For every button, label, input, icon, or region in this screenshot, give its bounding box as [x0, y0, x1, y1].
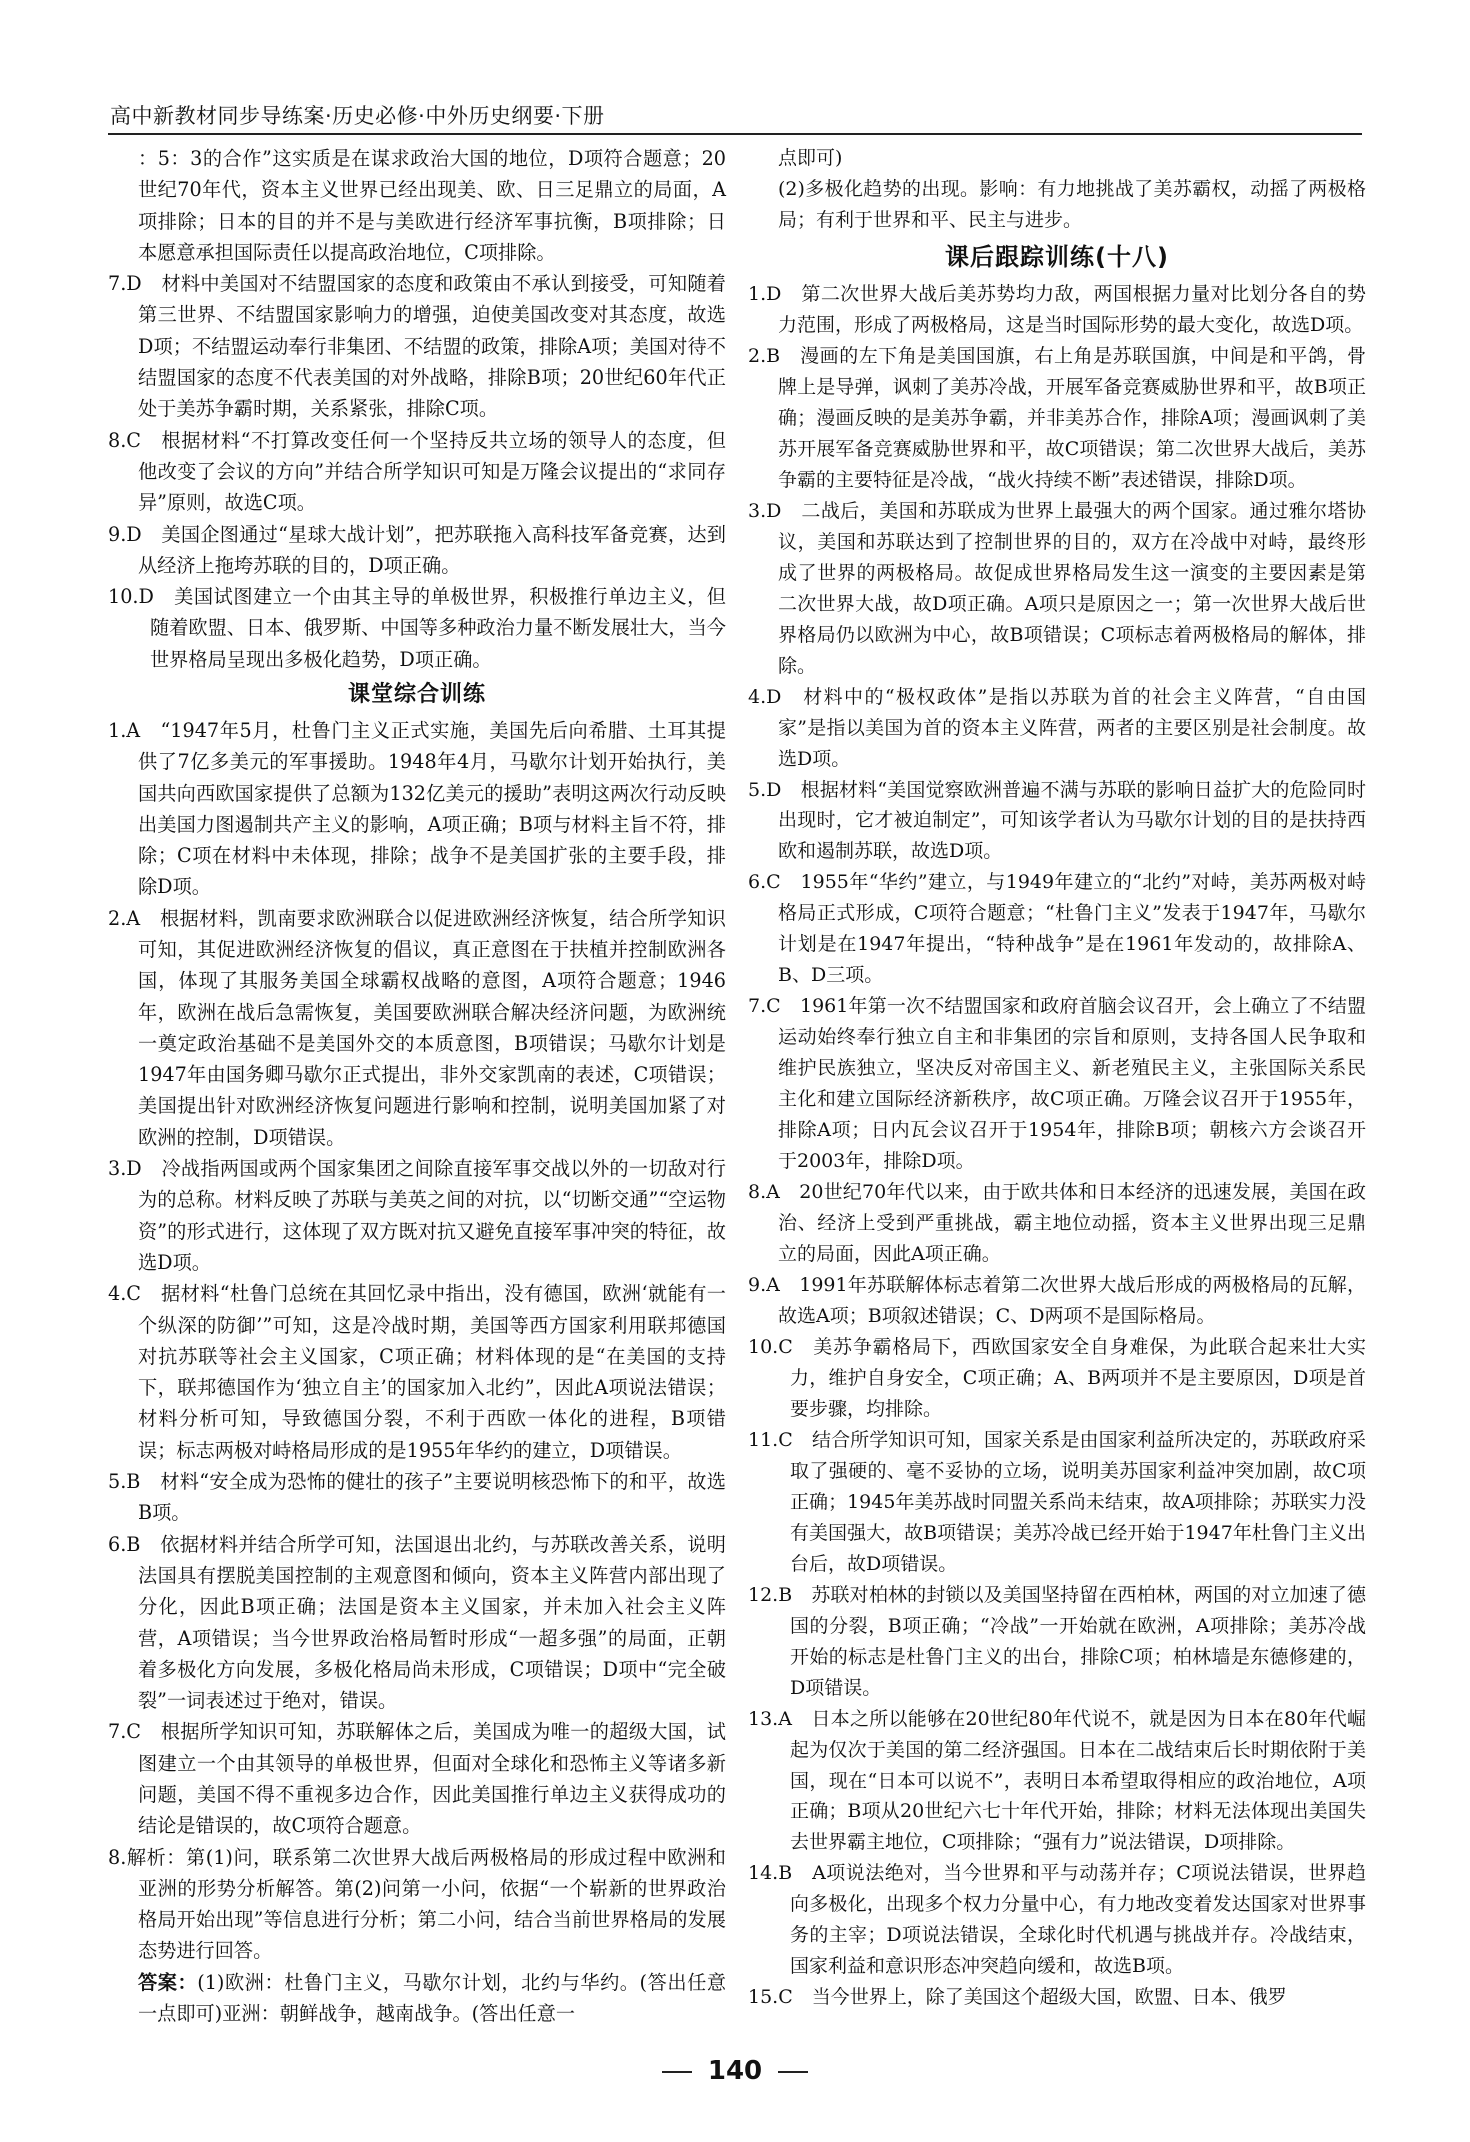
- answer-item: 3.D 冷战指两国或两个国家集团之间除直接军事交战以外的一切敌对行为的总称。材料反映了苏联与美英之间的对抗，以“切断交通”“空运物资”的形式进行，这体现了双方既对抗又避免直接军事冲突的特征，故选D项。: [108, 1157, 726, 1274]
- answer-item: 14.B A项说法绝对，当今世界和平与动荡并存；C项说法错误，世界趋向多极化，出现多个权力分量中心，有力地改变着发达国家对世界事务的主宰；D项说法错误，全球化时代机遇与挑战并存。冷战结束，国家利益和意识形态冲突趋向缓和，故选B项。: [748, 1862, 1366, 1978]
- answer-item: 7.C 1961年第一次不结盟国家和政府首脑会议召开，会上确立了不结盟运动始终奉行独立自主和非集团的宗旨和原则，支持各国人民争取和维护民族独立，坚决反对帝国主义、新老殖民主义，主张国际关系民主化和建立国际经济新秩序，故C项正确。万隆会议召开于1955年，排除A项；日内瓦会议召开于1954年，排除B项；朝核六方会谈召开于2003年，排除D项。: [748, 995, 1366, 1173]
- answer-text: (1)欧洲：杜鲁门主义，马歇尔计划，北约与华约。(答出任意一点即可)亚洲：朝鲜战争，越南战争。(答出任意一: [138, 1970, 727, 2026]
- answer-item: 7.D 材料中美国对不结盟国家的态度和政策由不承认到接受，可知随着第三世界、不结盟国家影响力的增强，迫使美国改变对其态度，故选D项；不结盟运动奉行非集团、不结盟的政策，排除A项；美国对待不结盟国家的态度不代表美国的对外战略，排除B项；20世纪60年代正处于美苏争霸时期，关系紧张，排除C项。: [108, 272, 726, 421]
- left-continuation-paragraph: ：5：3的合作”这实质是在谋求政治大国的地位，D项符合题意；20世纪70年代，资本主义世界已经出现美、欧、日三足鼎立的局面，A项排除；日本的目的并不是与美欧进行经济军事抗衡，B项排除；日本愿意承担国际责任以提高政治地位，C项排除。: [138, 147, 726, 264]
- answer-paragraph: [108, 1967, 726, 2030]
- answer-item: 8.解析：第(1)问，联系第二次世界大战后两极格局的形成过程中欧洲和亚洲的形势分析解答。第(2)问第一小问，依据“一个崭新的世界政治格局开始出现”等信息进行分析；第二小问，结合当前世界格局的发展态势进行回答。: [108, 1845, 726, 1963]
- answer-item: 6.B 依据材料并结合所学可知，法国退出北约，与苏联改善关系，说明法国具有摆脱美国控制的主观意图和倾向，资本主义阵营内部出现了分化，因此B项正确；法国是资本主义国家，并未加入社会主义阵营，A项错误；当今世界政治格局暂时形成“一超多强”的局面，正朝着多极化方向发展，多极化格局尚未形成，C项错误；D项中“完全破裂”一词表述过于绝对，错误。: [108, 1532, 726, 1713]
- section-heading-classroom: 课堂综合训练: [347, 682, 486, 708]
- answer-item: 1.A “1947年5月，杜鲁门主义正式实施，美国先后向希腊、土耳其提供了7亿多美元的军事援助。1948年4月，马歇尔计划开始执行，美国共向西欧国家提供了总额为132亿美元的援助”表明这两次行动反映出美国力图遏制共产主义的影响，A项正确；B项与材料主旨不符，排除；C项在材料中未体现，排除；战争不是美国扩张的主要手段，排除D项。: [108, 718, 726, 899]
- answer-label: 答案：: [138, 1970, 198, 1994]
- answer-item: 6.C 1955年“华约”建立，与1949年建立的“北约”对峙，美苏两极对峙格局正式形成，C项符合题意；“杜鲁门主义”发表于1947年，马歇尔计划是在1947年提出，“特种战争”是在1961年发动的，故排除A、B、D三项。: [748, 871, 1366, 987]
- right-continuation-text: 点即可): [778, 147, 843, 169]
- answer-item: 13.A 日本之所以能够在20世纪80年代说不，就是因为日本在80年代崛起为仅次于美国的第二经济强国。日本在二战结束后长时期依附于美国，现在“日本可以说不”，表明日本希望取得相应的政治地位，A项正确；B项从20世纪六七十年代开始，排除；材料无法体现出美国失去世界霸主地位，C项排除；“强有力”说法错误，D项排除。: [748, 1707, 1366, 1854]
- footer-dash-right: [778, 2071, 808, 2073]
- answer-item: 2.B 漫画的左下角是美国国旗，右上角是苏联国旗，中间是和平鸽，骨牌上是导弹，讽刺了美苏冷战，开展军备竞赛威胁世界和平，故B项正确；漫画反映的是美苏争霸，并非美苏合作，排除A项；漫画讽刺了美苏开展军备竞赛威胁世界和平，故C项错误；第二次世界大战后，美苏争霸的主要特征是冷战，“战火持续不断”表述错误，排除D项。: [748, 344, 1366, 491]
- answer-item: 3.D 二战后，美国和苏联成为世界上最强大的两个国家。通过雅尔塔协议，美国和苏联达到了控制世界的目的，双方在冷战中对峙，最终形成了世界的两极格局。故促成世界格局发生这一演变的主要因素是第二次世界大战，故D项正确。A项只是原因之一；第一次世界大战后世界格局仍以欧洲为中心，故B项错误；C项标志着两极格局的解体，排除。: [748, 499, 1366, 677]
- answer-item: 12.B 苏联对柏林的封锁以及美国坚持留在西柏林，两国的对立加速了德国的分裂，B项正确；“冷战”一开始就在欧洲，A项排除；美苏冷战开始的标志是杜鲁门主义的出台，排除C项；柏林墙是东德修建的，D项错误。: [748, 1583, 1366, 1699]
- footer-dash-left: [662, 2071, 692, 2073]
- answer-item: 2.A 根据材料，凯南要求欧洲联合以促进欧洲经济恢复，结合所学知识可知，其促进欧洲经济恢复的倡议，真正意图在于扶植并控制欧洲各国，体现了其服务美国全球霸权战略的意图，A项符合题意；1946年，欧洲在战后急需恢复，美国要欧洲联合解决经济问题，为欧洲统一奠定政治基础不是美国外交的本质意图，B项错误；马歇尔计划是1947年由国务卿马歇尔正式提出，非外交家凯南的表述，C项错误；美国提出针对欧洲经济恢复问题进行影响和控制，说明美国加紧了对欧洲的控制，D项错误。: [108, 906, 726, 1149]
- answer-item: 5.B 材料“安全成为恐怖的健壮的孩子”主要说明核恐怖下的和平，故选B项。: [108, 1470, 726, 1525]
- answer-item: 1.D 第二次世界大战后美苏势均力敌，两国根据力量对比划分各自的势力范围，形成了两极格局，这是当时国际形势的最大变化，故选D项。: [748, 283, 1366, 336]
- answer-item: 5.D 根据材料“美国觉察欧洲普遍不满与苏联的影响日益扩大的危险同时出现时，它才被迫制定”，可知该学者认为马歇尔计划的目的是扶持西欧和遏制苏联，故选D项。: [748, 778, 1366, 863]
- answer-item: 10.D 美国试图建立一个由其主导的单极世界，积极推行单边主义，但随着欧盟、日本、俄罗斯、中国等多种政治力量不断发展壮大，当今世界格局呈现出多极化趋势，D项正确。: [108, 585, 726, 671]
- answer-item: 4.C 据材料“杜鲁门总统在其回忆录中指出，没有德国，欧洲‘就能有一个纵深的防御’”可知，这是冷战时期，美国等西方国家利用联邦德国对抗苏联等社会主义国家，C项正确；材料体现的是“在美国的支持下，联邦德国作为‘独立自主’的国家加入北约”，因此A项说法错误；材料分析可知，导致德国分裂，不利于西欧一体化的进程，B项错误；标志两极对峙格局形成的是1955年华约的建立，D项错误。: [108, 1282, 726, 1462]
- answer-item: 10.C 美苏争霸格局下，西欧国家安全自身难保，为此联合起来壮大实力，维护自身安全，C项正确；A、B两项并不是主要原因，D项是首要步骤，均排除。: [748, 1335, 1366, 1420]
- answer-item: 4.D 材料中的“极权政体”是指以苏联为首的社会主义阵营，“自由国家”是指以美国为首的资本主义阵营，两者的主要区别是社会制度。故选D项。: [748, 685, 1366, 770]
- answer-item: 8.C 根据材料“不打算改变任何一个坚持反共立场的领导人的态度，但他改变了会议的方向”并结合所学知识可知是万隆会议提出的“求同存异”原则，故选C项。: [108, 428, 726, 515]
- left-column: [108, 143, 726, 2029]
- running-header: 高中新教材同步导练案·历史必修·中外历史纲要·下册: [110, 104, 605, 128]
- answer-item: 8.A 20世纪70年代以来，由于欧共体和日本经济的迅速发展，美国在政治、经济上受到严重挑战，霸主地位动摇，资本主义世界出现三足鼎立的局面，因此A项正确。: [748, 1181, 1366, 1266]
- page-number-footer: [0, 2056, 1470, 2086]
- answer-item: 7.C 根据所学知识可知，苏联解体之后，美国成为唯一的超级大国，试图建立一个由其领导的单极世界，但面对全球化和恐怖主义等诸多新问题，美国不得不重视多边合作，因此美国推行单边主义获得成功的结论是错误的，故C项符合题意。: [108, 1720, 726, 1838]
- answer-item: 9.D 美国企图通过“星球大战计划”，把苏联拖入高科技军备竞赛，达到从经济上拖垮苏联的目的，D项正确。: [108, 522, 726, 577]
- section-heading-followup: 课后跟踪训练(十八): [945, 242, 1169, 271]
- header-rule: [108, 133, 1362, 135]
- right-answer-part2: (2)多极化趋势的出现。影响：有力地挑战了美苏霸权，动摇了两极格局；有利于世界和平、民主与进步。: [778, 177, 1366, 231]
- answer-item: 15.C 当今世界上，除了美国这个超级大国，欧盟、日本、俄罗: [748, 1986, 1287, 2009]
- answer-item: 11.C 结合所学知识可知，国家关系是由国家利益所决定的，苏联政府采取了强硬的、毫不妥协的立场，说明美苏国家利益冲突加剧，故C项正确；1945年美苏战时同盟关系尚未结束，故A项排除；苏联实力没有美国强大，故B项错误；美苏冷战已经开始于1947年杜鲁门主义出台后，故D项错误。: [748, 1428, 1366, 1575]
- page-number: 140: [707, 2056, 763, 2086]
- answer-item: 9.A 1991年苏联解体标志着第二次世界大战后形成的两极格局的瓦解，故选A项；B项叙述错误；C、D两项不是国际格局。: [748, 1274, 1366, 1327]
- right-column: [748, 143, 1366, 2013]
